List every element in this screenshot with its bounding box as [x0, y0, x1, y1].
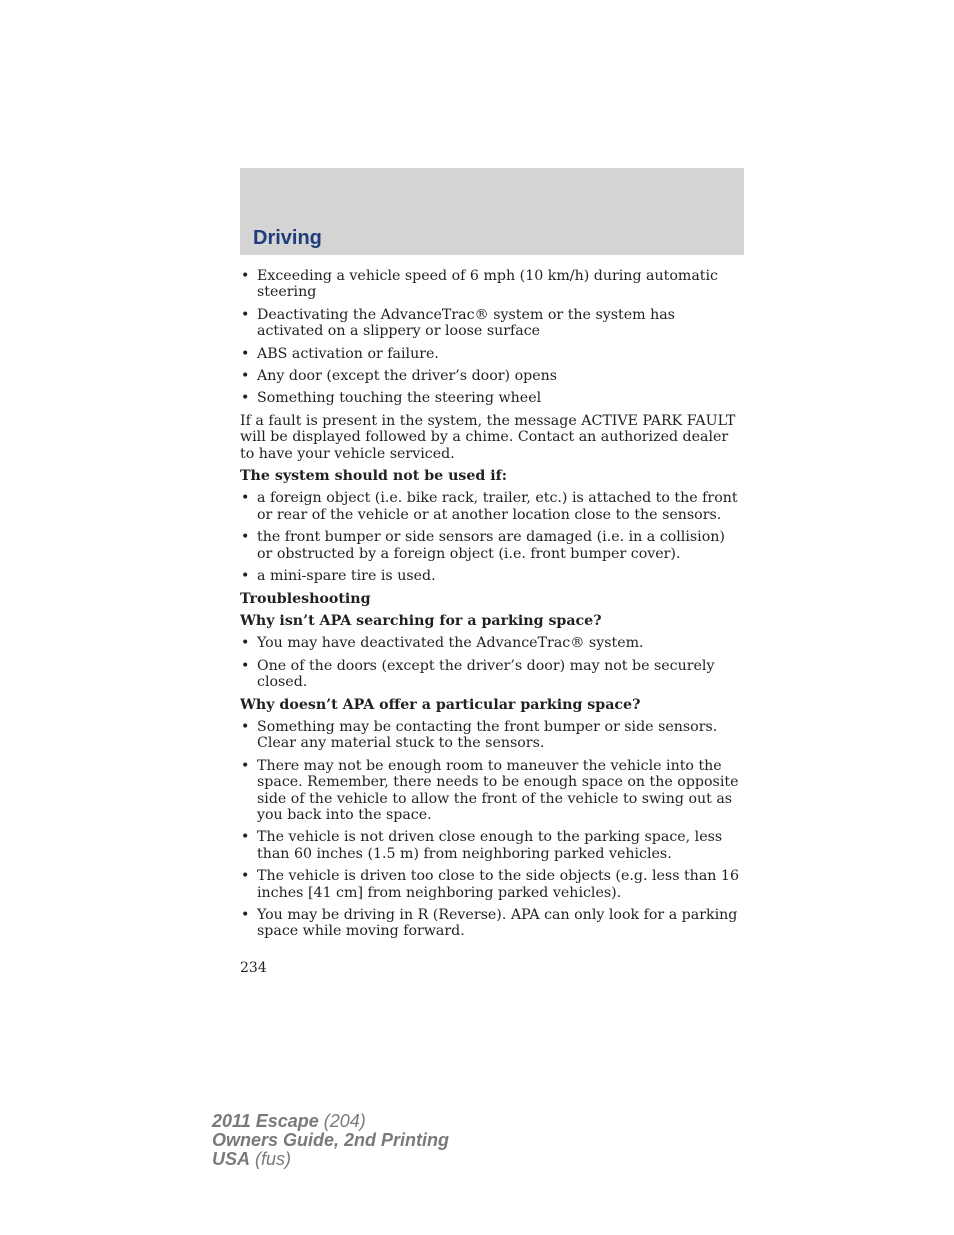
- document-footer: [212, 1112, 449, 1169]
- list-item: • Exceeding a vehicle speed of 6 mph (10 km/h) during automatic steering: [240, 268, 744, 301]
- question-heading-searching: Why isn’t APA searching for a parking space?: [240, 612, 602, 629]
- list-item: • Any door (except the driver’s door) opens: [240, 368, 744, 384]
- list-item: • You may have deactivated the AdvanceTrac® system.: [240, 635, 744, 651]
- searching-answers-list: [240, 635, 744, 690]
- footer-region-code: (fus): [250, 1149, 292, 1169]
- not-used-list: [240, 490, 744, 584]
- list-item: • a foreign object (i.e. bike rack, trailer, etc.) is attached to the front or rear of the vehicle or at another location close to the sensors.: [240, 490, 744, 523]
- footer-model: 2011 Escape: [212, 1111, 319, 1131]
- list-item: • ABS activation or failure.: [240, 346, 744, 362]
- page-number: 234: [240, 960, 267, 976]
- footer-line-region: [212, 1150, 449, 1169]
- cancel-conditions-list: [240, 268, 744, 407]
- footer-line-model: [212, 1112, 449, 1131]
- page-content: [240, 268, 744, 946]
- list-item: • There may not be enough room to maneuver the vehicle into the space. Remember, there needs to be enough space on the opposite side of the vehicle to allow the front of the vehicle to swing out as you back into the space.: [240, 758, 744, 824]
- list-item: • One of the doors (except the driver’s door) may not be securely closed.: [240, 658, 744, 691]
- list-item: • The vehicle is not driven close enough to the parking space, less than 60 inches (1.5 m) from neighboring parked vehicles.: [240, 829, 744, 862]
- footer-model-code: (204): [318, 1111, 366, 1131]
- question-heading-offer: Why doesn’t APA offer a particular parking space?: [240, 696, 641, 713]
- section-title: Driving: [253, 227, 322, 249]
- offer-answers-list: [240, 719, 744, 940]
- section-header-band: [240, 168, 744, 255]
- list-item: • a mini-spare tire is used.: [240, 568, 744, 584]
- footer-guide: Owners Guide, 2nd Printing: [212, 1130, 450, 1150]
- not-used-heading: The system should not be used if:: [240, 468, 507, 485]
- troubleshooting-heading: Troubleshooting: [240, 590, 371, 607]
- list-item: • the front bumper or side sensors are damaged (i.e. in a collision) or obstructed by a foreign object (i.e. front bumper cover).: [240, 529, 744, 562]
- list-item: • Something touching the steering wheel: [240, 390, 744, 406]
- list-item: • The vehicle is driven too close to the side objects (e.g. less than 16 inches [41 cm] from neighboring parked vehicles).: [240, 868, 744, 901]
- footer-region: USA: [212, 1149, 251, 1169]
- list-item: • You may be driving in R (Reverse). APA can only look for a parking space while moving forward.: [240, 907, 744, 940]
- list-item: • Deactivating the AdvanceTrac® system or the system has activated on a slippery or loose surface: [240, 307, 744, 340]
- list-item: • Something may be contacting the front bumper or side sensors. Clear any material stuck to the sensors.: [240, 719, 744, 752]
- fault-paragraph: If a fault is present in the system, the message ACTIVE PARK FAULT will be displayed followed by a chime. Contact an authorized dealer to have your vehicle serviced.: [240, 412, 736, 462]
